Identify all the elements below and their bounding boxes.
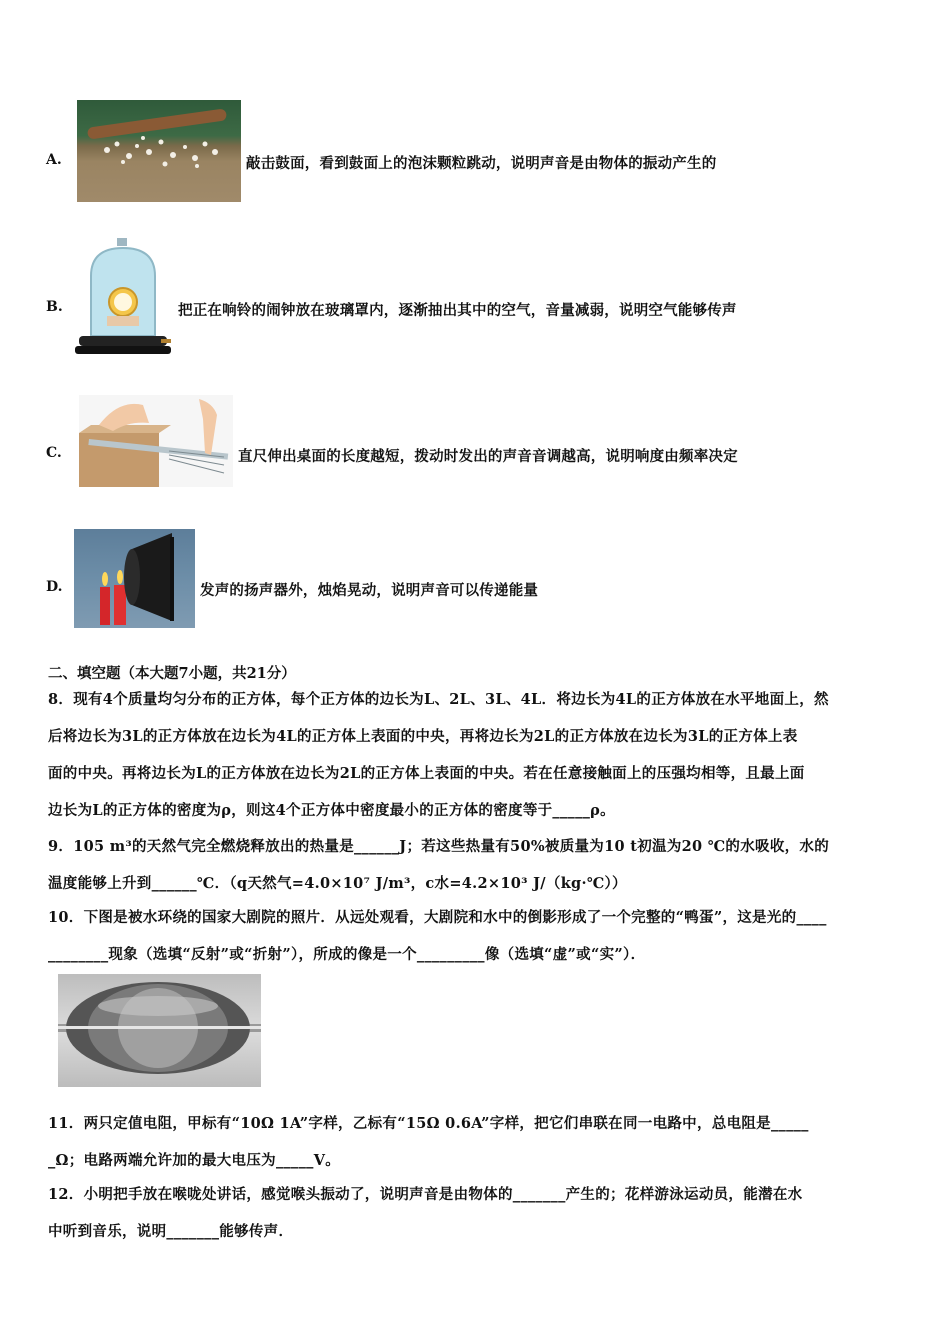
option-d-text: 发声的扬声器外，烛焰晃动，说明声音可以传递能量 — [200, 582, 539, 599]
bell-jar-clock-photo — [73, 236, 173, 358]
option-a-text: 敲击鼓面，看到鼓面上的泡沫颗粒跳动，说明声音是由物体的振动产生的 — [246, 155, 717, 172]
q12-line-2: 中听到音乐，说明_______能够传声． — [48, 1223, 294, 1240]
q8-line-3: 面的中央。再将边长为L的正方体放在边长为2L的正方体上表面的中央。若在任意接触面上的压强均相等，且最上面 — [48, 765, 805, 782]
q10-line-2: ________现象（选填“反射”或“折射”），所成的像是一个_________像（选填“虚”或“实”）． — [48, 946, 646, 963]
section-title: 二、填空题（本大题7小题，共21分） — [48, 665, 296, 682]
q8-line-2: 后将边长为3L的正方体放在边长为4L的正方体上表面的中央，再将边长为2L的正方体放在边长为3L的正方体上表 — [48, 728, 798, 745]
option-b-letter: B. — [46, 299, 63, 315]
national-theater-photo — [58, 974, 261, 1087]
q12-line-1: 12．小明把手放在喉咙处讲话，感觉喉头振动了，说明声音是由物体的_______产生的；花样游泳运动员，能潜在水 — [48, 1186, 803, 1203]
q9-line-1: 9．105 m³的天然气完全燃烧释放出的热量是______J；若这些热量有50%被质量为10 t初温为20 ℃的水吸收，水的 — [48, 838, 830, 855]
option-c-letter: C. — [46, 445, 62, 461]
option-d-letter: D. — [46, 579, 63, 595]
q10-line-1: 10．下图是被水环绕的国家大剧院的照片．从远处观看，大剧院和水中的倒影形成了一个完整的“鸭蛋”，这是光的____ — [48, 909, 827, 926]
q11-line-2: _Ω；电路两端允许加的最大电压为_____V。 — [48, 1152, 341, 1169]
q9-line-2: 温度能够上升到______℃．（q天然气=4.0×10⁷ J/m³，c水=4.2×10³ J/（kg·℃）） — [48, 875, 627, 892]
q8-line-4: 边长为L的正方体的密度为ρ，则这4个正方体中密度最小的正方体的密度等于_____ρ。 — [48, 802, 615, 819]
speaker-candles-photo — [74, 529, 195, 628]
drum-foam-photo — [77, 100, 241, 202]
option-a-letter: A. — [46, 152, 62, 168]
q8-line-1: 8．现有4个质量均匀分布的正方体，每个正方体的边长为L、2L、3L、4L．将边长为4L的正方体放在水平地面上，然 — [48, 691, 829, 708]
ruler-on-table-photo — [79, 395, 233, 487]
option-b-text: 把正在响铃的闹钟放在玻璃罩内，逐渐抽出其中的空气，音量减弱，说明空气能够传声 — [178, 302, 737, 319]
q11-line-1: 11．两只定值电阻，甲标有“10Ω 1A”字样，乙标有“15Ω 0.6A”字样，把它们串联在同一电路中，总电阻是_____ — [48, 1115, 809, 1132]
option-c-text: 直尺伸出桌面的长度越短，拨动时发出的声音音调越高，说明响度由频率决定 — [238, 448, 738, 465]
